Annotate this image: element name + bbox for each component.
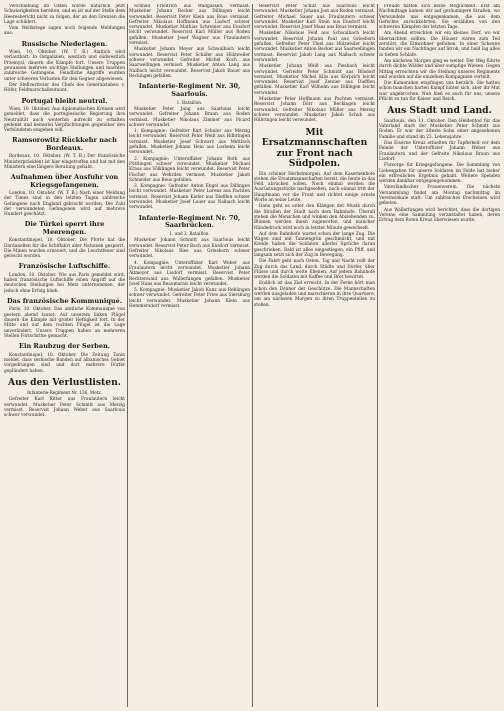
article-heading: Aus Stadt und Land. [387,105,492,117]
article-paragraph: Reservist Peter Schilz aus Saarlouis leicht verwundet. Musketier Johann Jost aus Roden vermisst. Gefreiter Michael Sauer aus Fraulautern schwer verwundet. Musketier Karl Stein aus Ensdorf leicht verwundet. Reservist Josef Maas aus Bous vermisst. [254,4,375,31]
article-paragraph: 5. Kompagnie: Musketier Jakob Kunz aus Rehlingen schwer verwundet. Gefreiter Peter Fries aus Siersburg leicht verwundet. Musketier Johann Klein aus Hemmersdorf vermisst. [129,288,250,309]
article-paragraph: Paris, 10. Oktober. Das amtliche Kommuniqué von gestern abend lautet: Auf unserem linken Flügel dauern die Kämpfe mit großer Heftigkeit fort. In der Mitte und auf dem rechten Flügel ist die Lage unverändert. Unsere Truppen haben an mehreren Stellen Fortschritte gemacht. [4,307,125,339]
article-paragraph: Dann geht es unter den Klängen der Musik durch die Straßen der Stadt nach dem Bahnhofe. Überall stehen die Menschen und winken den Abziehenden zu. Blumen werden ihnen zugeworfen, und mancher Händedruck wird noch in letzter Minute gewechselt. [254,204,375,231]
article-heading: Aufnahmen über Ausfuhr von Kriegsgefangenen. [10,173,119,189]
article-paragraph: Die Fahrt geht nach Osten. Tag und Nacht rollt der Zug durch das Land, durch Städte und Dörfer, über Flüsse und durch weite Ebenen. Auf jedem Bahnhofe werden die Soldaten mit Kaffee und Brot bewirtet. [254,259,375,281]
article-paragraph: 1. Kompagnie: Gefreiter Karl Schuler aus Merzig leicht verwundet. Reservist Peter Weiß aus Hilbringen vermisst. Musketier Josef Schwarz aus Mettlach gefallen. Musketier Johann Hein aus Losheim leicht verwundet. [129,129,250,156]
article-heading: Ein Raubzug der Serben. [19,342,110,351]
article-paragraph: Fürsorge für Kriegsgefangene. Die Sammlung von Liebesgaben für unsere Soldaten im Felde hat bisher ein erfreuliches Ergebnis gehabt. Weitere Spenden werden dankbar entgegengenommen. [379,163,500,185]
article-paragraph: Die Kameraden empfingen uns herzlich. Sie hatten schon manchen harten Kampf hinter sich, aber ihr Mut war ungebrochen. Nun hieß es auch für uns, unsere Pflicht zu tun für Kaiser und Reich. [379,81,500,103]
article-heading: Russische Niederlagen. [21,39,108,48]
article-subheading: Infanterie-Regiment Nr. 136, Metz. [27,390,102,396]
article-paragraph: Der Stellvertreter des Chefs des Generalstabes: v. Höfer, Feldmarschalleutnant. [4,82,125,94]
article-paragraph: Auf dem Bahnhofe wartet schon der lange Zug. Die Wagen sind mit Tannengrün geschmückt, und mit Kreide haben die Soldaten allerlei Sprüche daran geschrieben. Bald ist alles eingestiegen, ein Pfiff, und langsam setzt sich der Zug in Bewegung. [254,231,375,258]
article-paragraph: London, 10. Oktober. Wie aus Paris gemeldet wird, haben französische Luftschiffe einen Angriff auf die deutschen Stellungen bei Metz unternommen, der jedoch ohne Erfolg blieb. [4,272,125,294]
article-paragraph: 3. Kompagnie: Gefreiter Anton Engel aus Dillingen leicht verwundet. Musketier Peter Lorenz aus Pachten vermisst. Reservist Johann Kiefer aus Diefflen schwer verwundet. Musketier Josef Lauer aus Nalbach leicht verwundet. [129,184,250,211]
article-paragraph: Konstantinopel, 10. Oktober. Die Pforte hat die Dardanellen für die Schiffahrt aller Nationen gesperrt. Die Minen wurden erneuert, und die Leuchtfeuer sind gelöscht worden. [4,238,125,260]
column-divider [127,4,128,707]
article-paragraph: Am nächsten Morgen ging es weiter. Der Weg führte durch dichte Wälder und über sumpfige Wiesen. Gegen Mittag erreichten wir die Stellung unseres Regiments und wurden auf die einzelnen Kompagnien verteilt. [379,58,500,80]
article-paragraph: Musketier Peter Hoffmann aus Pachten vermisst. Reservist Johann Dörr aus Beckingen leicht verwundet. Gefreiter Nikolaus Müller aus Merzig schwer verwundet. Musketier Jakob Schuh aus Hilbringen leicht verwundet. [254,97,375,124]
article-paragraph: Ein schöner Herbstmorgen. Auf dem Kasernenhofe stehen die Ersatzmannschaften bereit, die heute in das Feld abrücken sollen. Noch einmal werden die Ausrüstungsstücke nachgesehen, noch einmal tritt der Hauptmann vor die Front und richtet einige ernste Worte an seine Leute. [254,171,375,204]
article-paragraph: Vaterländischer Frauenverein. Die nächste Versammlung findet am Montag nachmittag im Vereinslokale statt. Um zahlreiches Erscheinen wird gebeten. [379,185,500,207]
article-paragraph: Das Eiserne Kreuz erhielten für Tapferkeit vor dem Feinde der Unteroffizier Johann Weber aus Fraulautern und der Gefreite Nikolaus Braun aus Lisdorf. [379,141,500,162]
article-heading: Ramsorowitz Rückkehr nach Bordeaux. [12,136,117,152]
article-paragraph: Aus Wallerfangen wird berichtet, dass die dortigen Vereine eine Sammlung veranstaltet haben, deren Ertrag dem Roten Kreuz überwiesen wurde. [379,207,500,224]
article-paragraph: Freude hatten sich keine Möglichkeit. Erst am Nachmittage kamen wir auf geräumigere Straßen, wo Verwundete uns entgegenkamen, die aus dem Gefechte zurückkehrten. Sie erzählten von den schweren Kämpfen der letzten Tage. [379,4,500,31]
column-1 [4,4,125,709]
article-paragraph: Konstantinopel, 10. Oktober. Die Zeitung Tanin meldet, dass serbische Banden auf albanisches Gebiet vorgedrungen sind und dort mehrere Dörfer geplündert haben. [4,352,125,374]
article-paragraph: Musketier Nikolaus Feld aus Schwalbach leicht verwundet. Reservist Johann Paul aus Griesborn gefallen. Gefreiter Peter Thiel aus Hülzweiler leicht verwundet. Musketier Anton Becker aus Saarwellingen vermisst. Reservist Jakob Lang aus Nalbach schwer verwundet. [254,31,375,63]
article-heading: Aus den Verlustlisten. [7,376,121,388]
article-heading: Portugal bleibt neutral. [21,96,108,105]
article-subheading: 1. und 2. Bataillon. [169,231,210,237]
article-heading: Die Türkei sperrt ihre Meerengen. [24,220,105,236]
column-3 [254,4,375,709]
article-paragraph: Wien, 10. Oktober. (W. T. B.) Amtlich wird verlautbart: In Ostgalizien, westlich und südwestlich Przemysl, dauern die Kämpfe fort. Unsere Truppen gewannen mehrere wichtige Stellungen und machten zahlreiche Gefangene. Feindliche Angriffe wurden unter schweren Verlusten für den Gegner abgewiesen. [4,50,125,82]
article-paragraph: Musketier Peter Jung aus Saarlouis leicht verwundet. Gefreiter Johann Braun aus Roden vermisst. Musketier Nikolaus Zimmer aus Picard schwer verwundet. [129,106,250,128]
article-subheading: 1. Bataillon. [176,99,203,105]
article-paragraph: Gefreiter Karl Ritter aus Fraulautern leicht verwundet. Musketier Peter Schmitt aus Merzig vermisst. Reservist Johann Weber aus Saarlouis schwer verwundet. [4,397,125,419]
article-paragraph: Endlich ist das Ziel erreicht. In der Ferne hört man schon den Donner der Geschütze. Die Mannschaften werden ausgeladen und marschieren in ihre Quartiere, um am nächsten Morgen zu ihren Truppenteilen zu stoßen. [254,281,375,308]
article-paragraph: Bordeaux, 10. Oktober. (W. T. B.) Der französische Ministerpräsident ist hier eingetroffen und hat mit den Ministern eine längere Beratung gehabt. [4,154,125,170]
article-paragraph: Wien, 10. Oktober. Aus diplomatischen Kreisen wird gemeldet, dass die portugiesische Regierung ihre Neutralität auch weiterhin aufrecht zu erhalten gedenkt und keinerlei Verpflichtungen gegenüber den Verbündeten eingehen will. [4,106,125,134]
article-heading: Französische Luftschiffe. [18,262,111,271]
article-paragraph: Musketier Johann Meyer aus Schwalbach leicht verwundet. Reservist Peter Schäfer aus Hülzweiler schwer verwundet. Gefreiter Michel Koch aus Saarwellingen vermisst. Musketier Anton Lang aus Nalbach leicht verwundet. Reservist Jakob Bauer aus Beckingen gefallen. [129,47,250,79]
column-2 [129,4,250,709]
article-paragraph: 4. Kompagnie: Unteroffizier Karl Weber aus Fraulautern leicht verwundet. Musketier Johann Altmeyer aus Lisdorf vermisst. Reservist Peter Recktenwald aus Wallerfangen gefallen. Musketier Josef Hans aus Beaumarais leicht verwundet. [129,260,250,287]
column-divider [377,4,378,707]
article-heading: Das französische Kommuniqué. [6,297,122,306]
column-4 [379,4,500,709]
article-paragraph: 2. Kompagnie: Unteroffizier Johann Roth aus Püttlingen schwer verwundet. Musketier Michael Kraus aus Völklingen leicht verwundet. Reservist Peter Fischer aus Wehrden vermisst. Musketier Jakob Schneider aus Bous gefallen. [129,156,250,183]
article-paragraph: Schnell Friedrich aus Wadgassen, vermisst. Musketier Johann Becker aus Dillingen leicht verwundet. Reservist Peter Klein aus Bous vermisst. Gefreiter Nikolaus Hoffmann aus Lisdorf schwer verwundet. Musketier Mathias Schreiner aus Ensdorf leicht verwundet. Reservist Karl Müller aus Roden gefallen. Musketier Josef Wagner aus Fraulautern vermisst. [129,4,250,47]
article-heading: Infanterie-Regiment Nr. 30, Saarlouis. [138,82,241,98]
article-paragraph: London, 10. Oktober. (W. T. B.) Nach einer Meldung der Times sind in den letzten Tagen zahlreiche Gefangene nach England gebracht worden. Die Zahl der verwundeten Gefangenen wird auf mehrere Hundert geschätzt. [4,190,125,218]
article-paragraph: Musketier Johann Schmitt aus Saarlouis leicht verwundet. Reservist Peter Bach aus Ensdorf vermisst. Gefreiter Nikolaus Ries aus Griesborn schwer verwundet. [129,238,250,260]
article-heading: Infanterie-Regiment Nr. 70, Saarbrücken. [138,213,241,230]
article-paragraph: Verschiebung im Osten würde natürlich jetzt Schwierigkeiten bereiten, und es ist auf der Stelle dem Heeresbericht nicht zu folgen, der an den Grenzen die Lage schildert. [4,4,125,25]
column-divider [252,4,253,707]
article-paragraph: Am Abend erreichten wir ein kleines Dorf, wo wir übernachten sollten. Die Häuser waren zum Teil zerstört, die Einwohner geflohen. In einer Scheune fanden wir ein Nachtlager auf Stroh, und bald lag alles in tiefem Schlafe. [379,31,500,58]
article-heading: Mit Ersatzmannschaften zur Front nach Südpolen. [261,126,368,170]
article-paragraph: Vom Weltkriege sagen noch folgende Meldungen aus: [4,26,125,37]
article-paragraph: Saarlouis, den 11. Oktober. Den Heldentod für das Vaterland starb der Musketier Peter Schmitt aus Roden. Er war der älteste Sohn einer angesehenen Familie und stand im 23. Lebensjahre. [379,118,500,140]
article-paragraph: Musketier Johann Weiß aus Piesbach leicht verwundet. Gefreiter Peter Schmidt aus Bilsdorf vermisst. Musketier Michel Kläs aus Körprich leicht verwundet. Reservist Josef Zenner aus Diefflen gefallen. Musketier Karl Wilhelm aus Dillingen leicht verwundet. [254,64,375,96]
